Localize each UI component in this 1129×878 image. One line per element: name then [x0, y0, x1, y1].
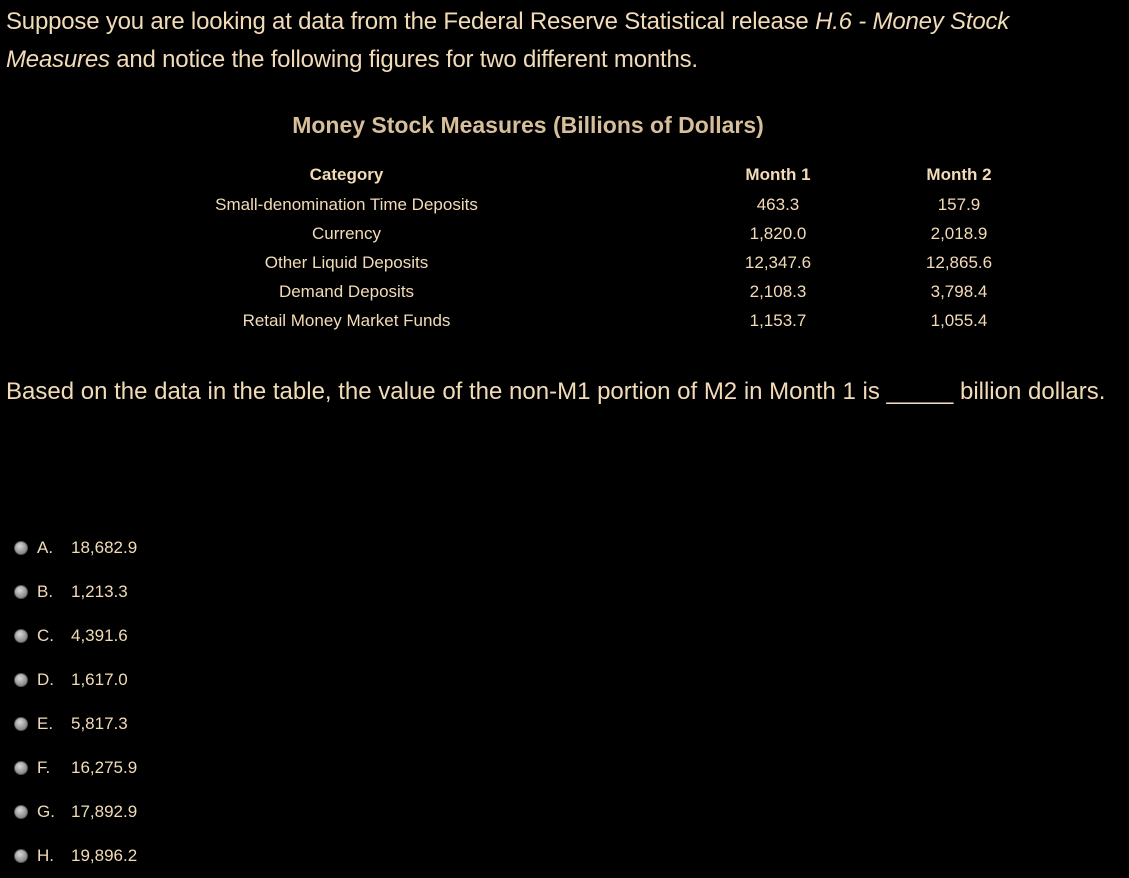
radio-button[interactable]	[14, 761, 28, 775]
table-row	[0, 190, 1055, 219]
month-2-cell: 3,798.4	[930, 281, 988, 301]
radio-button[interactable]	[14, 717, 28, 731]
category-cell: Retail Money Market Funds	[242, 310, 451, 330]
option-letter: B.	[37, 582, 54, 601]
option-letter: A.	[37, 538, 54, 557]
option-letter: E.	[37, 714, 54, 733]
question-text: Based on the data in the table, the value of the non-M1 portion of M2 in Month 1 is _____ billion dollars.	[6, 378, 1106, 405]
release-name: H.6 - Money Stock Measures	[6, 8, 1010, 73]
radio-button[interactable]	[14, 541, 28, 555]
option-value: 1,213.3	[71, 582, 128, 601]
month-1-cell: 2,108.3	[749, 281, 807, 301]
option-letter: F.	[37, 758, 51, 777]
radio-button[interactable]	[14, 629, 28, 643]
category-cell: Small-denomination Time Deposits	[215, 194, 478, 214]
option-letter: D.	[37, 670, 54, 689]
option-a[interactable]	[14, 526, 137, 570]
intro-text-after: and notice the following figures for two different months.	[109, 46, 698, 73]
problem-intro	[6, 3, 1116, 79]
table-row	[0, 219, 1055, 248]
option-value: 19,896.2	[71, 846, 138, 865]
table-row	[0, 306, 1055, 335]
option-value: 18,682.9	[71, 538, 138, 557]
month-1-cell: 1,820.0	[749, 223, 807, 243]
category-cell: Demand Deposits	[278, 281, 415, 301]
month-2-cell: 2,018.9	[930, 223, 988, 243]
money-stock-table	[0, 160, 1055, 335]
month-1-cell: 463.3	[756, 194, 800, 214]
header-month-1: Month 1	[745, 165, 811, 184]
month-2-cell: 12,865.6	[925, 252, 993, 272]
option-f[interactable]	[14, 746, 137, 790]
option-c[interactable]	[14, 614, 137, 658]
table-title: Money Stock Measures (Billions of Dollars)	[292, 112, 764, 138]
option-g[interactable]	[14, 790, 137, 834]
radio-button[interactable]	[14, 673, 28, 687]
option-value: 16,275.9	[71, 758, 138, 777]
intro-text-before: Suppose you are looking at data from the Federal Reserve Statistical release	[6, 8, 816, 35]
option-d[interactable]	[14, 658, 137, 702]
month-2-cell: 1,055.4	[930, 310, 988, 330]
option-e[interactable]	[14, 702, 137, 746]
option-h[interactable]	[14, 834, 137, 878]
header-month-2: Month 2	[926, 165, 992, 184]
option-value: 5,817.3	[71, 714, 128, 733]
option-b[interactable]	[14, 570, 137, 614]
category-cell: Currency	[312, 223, 381, 243]
option-value: 1,617.0	[71, 670, 128, 689]
table-row	[0, 277, 1055, 306]
month-1-cell: 1,153.7	[749, 310, 807, 330]
table-row	[0, 248, 1055, 277]
option-value: 4,391.6	[71, 626, 128, 645]
category-cell: Other Liquid Deposits	[264, 252, 429, 272]
month-2-cell: 157.9	[937, 194, 981, 214]
answer-options	[14, 526, 137, 878]
option-letter: H.	[37, 846, 54, 865]
table-header-row	[0, 160, 1055, 190]
radio-button[interactable]	[14, 805, 28, 819]
radio-button[interactable]	[14, 585, 28, 599]
option-letter: G.	[37, 802, 55, 821]
month-1-cell: 12,347.6	[744, 252, 812, 272]
header-category: Category	[309, 165, 384, 184]
radio-button[interactable]	[14, 849, 28, 863]
option-value: 17,892.9	[71, 802, 138, 821]
option-letter: C.	[37, 626, 54, 645]
